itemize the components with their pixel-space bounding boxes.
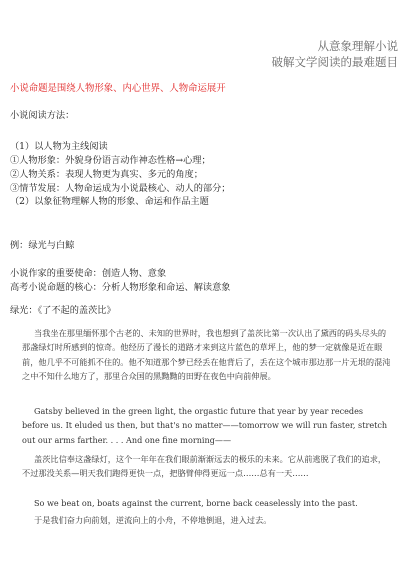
method-item-2: （2）以象征物理解人物的形象、命运和作品主题 — [10, 196, 209, 207]
paragraph-1 — [22, 326, 392, 384]
method-sub-2: ②人物关系：表现人物更为真实、多元的角度； — [10, 169, 203, 180]
method-item-1: （1）以人物为主线阅读 — [10, 141, 108, 152]
paragraph-2-english — [22, 404, 392, 447]
example-lines — [10, 267, 231, 295]
example-line-1: 小说作家的重要使命：创造人物、意象 — [10, 268, 167, 279]
paragraph-5 — [22, 513, 392, 527]
paragraph-1-text: 当我坐在那里缅怀那个古老的、未知的世界时，我也想到了盖茨比第一次认出了黛西的码头尽头的那盏绿灯时所感到的惊奇。他经历了漫长的道路才来到这片蓝色的草坪上，他的梦一定就像是近在眼前，他几乎不可能抓不住的。他不知道那个梦已经丢在他背后了，丢在这个城市那边那一片无垠的混沌之中不知什么地方了，那里合众国的黑黝黝的田野在夜色中向前伸展。 — [22, 328, 391, 382]
paragraph-2-text: Gatsby believed in the green light, the orgastic future that year by year recedes before us. It eluded us then, but that's no matter——tomorrow we will run faster, stretch out our arms farther. . . . And one fine morning—— — [22, 406, 388, 445]
method-list — [10, 140, 231, 196]
header-title: 从意象理解小说 — [317, 39, 398, 53]
paragraph-4-english — [22, 496, 392, 510]
green-light-title: 绿光：《了不起的盖茨比》 — [10, 305, 116, 316]
method-sub-3: ③情节发展：人物命运成为小说最核心、动人的部分； — [10, 183, 231, 194]
paragraph-5-text: 于是我们奋力向前划，逆流向上的小舟，不停地倒退，进入过去。 — [34, 515, 272, 525]
paragraph-3 — [22, 452, 392, 481]
method-sub-1: ①人物形象：外貌身份语言动作神态性格→心理； — [10, 155, 211, 166]
method-title: 小说阅读方法： — [10, 110, 75, 121]
example-title: 例：绿光与白鲸 — [10, 240, 75, 251]
page-header — [272, 38, 399, 70]
topic-heading: 小说命题是围绕人物形象、内心世界、人物命运展开 — [10, 83, 226, 94]
example-line-2: 高考小说命题的核心：分析人物形象和命运、解读意象 — [10, 282, 231, 293]
paragraph-4-text: So we beat on, boats against the current, borne back ceaselessly into the past. — [34, 498, 358, 508]
paragraph-3-text: 盖茨比信奉这盏绿灯，这个一年年在我们眼前渐渐远去的极乐的未来。它从前逃脱了我们的追求，不过那没关系—明天我们跑得更快一点，把胳臂伸得更远一点……总有一天…… — [22, 454, 387, 479]
header-subtitle: 破解文学阅读的最难题目 — [271, 55, 398, 69]
